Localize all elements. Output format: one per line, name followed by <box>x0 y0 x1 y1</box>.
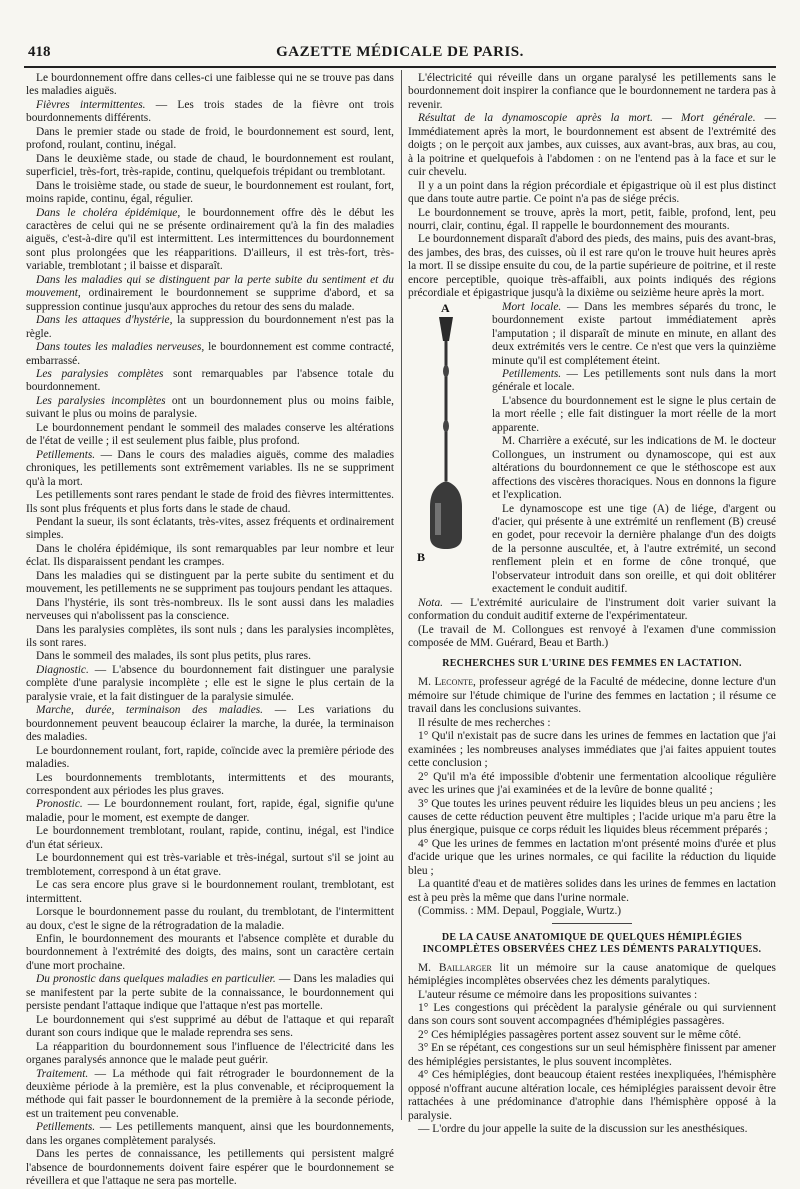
paragraph-text: 4° Que les urines de femmes en lactation m'ont présenté moins d'urée et plus d'acide urique que les urines normales, ce qui facilite la réduction du liquide bleu ; <box>408 837 776 877</box>
paragraph <box>26 650 394 663</box>
paragraph <box>26 368 394 395</box>
author-name: M. Leconte <box>418 676 473 689</box>
paragraph <box>26 180 394 207</box>
paragraph-heading: Petillements. <box>36 448 96 461</box>
page-header <box>28 44 772 66</box>
author-name: M. Baillarger <box>418 961 492 974</box>
left-column <box>26 72 394 1189</box>
paragraph <box>26 597 394 624</box>
paragraph-text: M. Charrière a exécuté, sur les indications de M. le docteur Collongues, un instrument ou dynamoscope, qui est aux altérations du bourdonnement ce que le stéthoscope est aux affections des viscères thoraciques. Nous en donnons la figure et l'explication. <box>492 435 776 502</box>
paragraph-text: — L'extrémité auriculaire de l'instrument doit varier suivant la conformation du conduit auditif externe de l'expérimentateur. <box>408 596 776 623</box>
paragraph <box>26 516 394 543</box>
paragraph <box>492 368 776 395</box>
paragraph-text: 2° Qu'il m'a été impossible d'obtenir une fermentation alcoolique régulière avec les urines que j'ai examinées et de la levûre de bonne qualité ; <box>408 770 776 797</box>
paragraph-text: Le bourdonnement disparaît d'abord des pieds, des mains, puis des avant-bras, des jambes, des bras, des cuisses, où il est rare qu'on le trouve huit heures après la mort. Il se dissipe ensuite du cou, de la partie supérieure de poitrine, et il reste encore perceptible, quoique très-affaibli, aux points indiqués des régions précordiale et épigastrique jusqu'à la dixième ou seizième heure après la mort. <box>408 233 776 300</box>
paragraph <box>408 771 776 798</box>
paragraph-text: Le bourdonnement qui est très-variable et très-inégal, surtout s'il se joint au tremblotement, correspond à un état grave. <box>26 852 394 878</box>
section-hemiplegies-body <box>408 962 776 1137</box>
paragraph <box>26 1041 394 1068</box>
paragraph <box>26 624 394 651</box>
paragraph <box>26 207 394 274</box>
paragraph <box>408 905 776 918</box>
paragraph-text: Le bourdonnement qui s'est supprimé au début de l'attaque et qui reparaît durant son cours indique que le malade reprendra ses sens. <box>26 1013 394 1040</box>
paragraph <box>26 825 394 852</box>
cup-highlight <box>435 503 441 535</box>
paragraph <box>492 301 776 368</box>
paragraph-heading: Petillements. <box>502 367 562 380</box>
paragraph-text: Les petillements sont rares pendant le stade de froid des fièvres intermittentes. Ils sont plus fréquents et plus forts dans le stade de chaud. <box>26 489 394 515</box>
paragraph-heading: Marche, durée, terminaison des maladies. <box>36 704 264 717</box>
paragraph-text: Le bourdonnement roulant, fort, rapide, coïncide avec la première période des maladies. <box>26 744 394 771</box>
paragraph-heading: Résultat de la dynamoscopie après la mort. — Mort générale. <box>418 112 756 125</box>
paragraph-text: — L'ordre du jour appelle la suite de la discussion sur les anesthésiques. <box>418 1123 748 1136</box>
paragraph <box>408 1123 776 1136</box>
paragraph <box>408 180 776 207</box>
figure-block <box>408 301 776 597</box>
paragraph <box>408 207 776 234</box>
figure-side-text <box>488 301 776 597</box>
paragraph-text: Dans le deuxième stade, ou stade de chaud, le bourdonnement est roulant, superficiel, très-fort, très-rapide, continu, quelquefois trépidant ou tremblotant. <box>26 152 394 179</box>
paragraph-text: Dans l'hystérie, ils sont très-nombreux. Ils le sont aussi dans les maladies nerveuses qui n'abolissent pas la conscience. <box>26 596 394 623</box>
figure-label-b: B <box>417 549 426 563</box>
paragraph-text: — Dans le cours des maladies aiguës, comme des maladies chroniques, les petillements sont extrêmement variables. Ils ne se suppriment qu'à la mort. <box>26 448 394 488</box>
paragraph <box>492 395 776 435</box>
paragraph <box>408 597 776 624</box>
paragraph-text: La quantité d'eau et de matières solides dans les urines de femmes en lactation est à peu près la même que dans l'urine normale. <box>408 878 776 904</box>
paragraph <box>408 624 776 651</box>
paragraph-text: Le cas sera encore plus grave si le bourdonnement roulant, tremblotant, est intermittent. <box>26 879 394 905</box>
paragraph <box>408 1069 776 1123</box>
paragraph-text: Le bourdonnement tremblotant, roulant, rapide, continu, inégal, est l'indice d'un état sérieux. <box>26 825 394 851</box>
paragraph <box>26 395 394 422</box>
paragraph-text: 3° En se répétant, ces congestions sur un seul hémisphère finissent par amener des hémiplégies persistantes, le plus souvent incomplètes. <box>408 1042 776 1068</box>
paragraph-text: Le bourdonnement pendant le sommeil des malades conserve les altérations de l'état de veille ; il est seulement plus faible, plus profond. <box>26 421 394 448</box>
figure-label-a: A <box>441 300 450 315</box>
paragraph-heading: Traitement. <box>36 1067 89 1080</box>
paragraph-text: — Les variations du bourdonnement peuvent beaucoup éclairer la marche, la durée, la terminaison des maladies. <box>26 704 394 744</box>
paragraph <box>492 435 776 502</box>
paragraph <box>26 852 394 879</box>
paragraph-heading: Les paralysies incomplètes <box>36 394 166 407</box>
paragraph <box>26 449 394 489</box>
paragraph-heading: Diagnostic. <box>36 663 89 676</box>
paragraph-text: Dans le premier stade ou stade de froid, le bourdonnement est sourd, lent, profond, roulant, continu, inégal. <box>26 125 394 152</box>
paragraph <box>408 112 776 179</box>
section-separator <box>552 923 632 924</box>
paragraph <box>26 664 394 704</box>
paragraph-text: Dans les maladies qui se distinguent par la perte subite du sentiment et du mouvement, les petillements ne se suppriment pas toujours pendant les attaques. <box>26 569 394 596</box>
paragraph-text: Dans le choléra épidémique, ils sont remarquables par leur nombre et leur éclat. Ils disparaissent pendant les crampes. <box>26 542 394 569</box>
paragraph <box>26 72 394 99</box>
paragraph <box>408 798 776 838</box>
section-urine-body <box>408 676 776 918</box>
dynamoscope-illustration <box>408 301 488 563</box>
paragraph <box>408 717 776 730</box>
journal-title: GAZETTE MÉDICALE DE PARIS. <box>276 44 524 60</box>
paragraph <box>26 798 394 825</box>
paragraph-text: Il y a un point dans la région précordiale et épigastrique où il est plus distinct que dans toute autre partie. Ce point n'a pas de siége précis. <box>408 179 776 206</box>
paragraph-heading: Nota. <box>418 596 444 609</box>
paragraph-text: Dans le sommeil des malades, ils sont plus petits, plus rares. <box>36 650 311 663</box>
paragraph-text: lit un mémoire sur la cause anatomique de quelques hémiplégies incomplètes observées chez les déments paralytiques. <box>408 961 776 988</box>
stem-knot-upper <box>443 365 449 377</box>
paragraph-text: sont remarquables par l'absence totale du bourdonnement. <box>26 367 394 394</box>
paragraph-text: Le dynamoscope est une tige (A) de liége, d'argent ou d'acier, qui présente à une extrémité un renflement (B) creusé en godet, pour recevoir la dernière phalange d'un des doigts de la personne auscultée, et, à l'autre extrémité, un second renflement plein et en forme de cône tronqué, que l'observateur introduit dans son oreille, et qui doit oblitérer exactement le conduit auditif. <box>492 502 776 596</box>
paragraph-text: — L'absence du bourdonnement fait distinguer une paralysie complète d'une paralysie incomplète ; elle est le signe le plus certain de la paralysie vraie, et la fait distinguer de la paralysie simulée. <box>26 663 394 703</box>
paragraph-heading: Petillements. <box>36 1121 96 1134</box>
paragraph <box>26 341 394 368</box>
paragraph-text: Lorsque le bourdonnement passe du roulant, du tremblotant, de l'intermittent au doux, c'est le signe de la rétrogradation de la maladie. <box>26 906 394 932</box>
paragraph-text: — Les petillements sont nuls dans la mort générale et locale. <box>492 367 776 394</box>
paragraph-heading: Pronostic. <box>36 798 83 811</box>
paragraph-text: Dans les pertes de connaissance, les petillements qui persistent malgré l'absence de bourdonnements doivent faire espérer que le bourdonnement se réveillera et que l'attaque ne sera pas mortelle. <box>26 1148 394 1188</box>
paragraph-heading: Dans les maladies qui se distinguent par la perte subite du sentiment et du mouvement, <box>26 273 394 300</box>
paragraph <box>26 570 394 597</box>
paragraph-text: L'auteur résume ce mémoire dans les propositions suivantes : <box>418 988 698 1001</box>
paragraph-text: Les bourdonnements tremblotants, intermittents et des mourants, correspondent aux périodes les plus graves. <box>26 771 394 798</box>
paragraph <box>408 233 776 300</box>
paragraph-text: (Le travail de M. Collongues est renvoyé à l'examen d'une commission composée de MM. Guérard, Beau et Barth.) <box>408 623 776 650</box>
paragraph <box>26 274 394 314</box>
paragraph-text: ont un bourdonnement plus ou moins faible, suivant le plus ou moins de paralysie. <box>26 394 394 421</box>
paragraph <box>26 543 394 570</box>
paragraph <box>26 772 394 799</box>
paragraph-text: Pendant la sueur, ils sont éclatants, très-vites, assez fréquents et ordinairement simples. <box>26 515 394 542</box>
dynamoscope-figure <box>408 301 488 563</box>
paragraph-heading: Du pronostic dans quelques maladies en particulier. <box>36 973 276 986</box>
paragraph-text: — Dans les maladies qui se manifestent par la perte subite de la connaissance, le bourdonnement qui persiste pendant l'attaque indique que l'attaque n'est pas mortelle. <box>26 973 395 1013</box>
section-heading-urine: RECHERCHES SUR L'URINE DES FEMMES EN LACTATION. <box>442 658 742 670</box>
paragraph <box>26 1068 394 1122</box>
paragraph-text: (Commiss. : MM. Depaul, Poggiale, Wurtz.) <box>418 905 622 918</box>
paragraph-text: — Les petillements manquent, ainsi que les bourdonnements, dans les organes complètement paralysés. <box>26 1121 394 1147</box>
paragraph <box>26 1148 394 1188</box>
paragraph-text: — Immédiatement après la mort, le bourdonnement est absent de l'extrémité des doigts ; on le perçoit aux jambes, aux cuisses, aux avant-bras, aux bras, au cou, à la poitrine et quelquefois à l'abdomen : on ne l'entend pas à la face et sur le cuir chevelu. <box>408 112 776 179</box>
paragraph <box>408 989 776 1002</box>
ear-cone <box>439 317 453 341</box>
paragraph-heading: Fièvres intermittentes. <box>36 98 146 111</box>
paragraph <box>26 933 394 973</box>
paragraph-text: la suppression du bourdonnement n'est pas la règle. <box>26 314 394 340</box>
paragraph-text: , professeur agrégé de la Faculté de médecine, donne lecture d'un mémoire sur l'étude chimique de l'urine des femmes en lactation ; il résume ce travail dans les conclusions suivantes. <box>408 676 776 716</box>
paragraph <box>408 730 776 770</box>
paragraph-text: La réapparition du bourdonnement sous l'influence de l'électricité dans les organes paralysés annonce que le malade peut guérir. <box>26 1040 394 1067</box>
paragraph <box>408 676 776 716</box>
paragraph-text: le bourdonnement offre dès le début les caractères de celui qui ne se présente ordinairement qu'à la fin des maladies aiguës, c'est-à-dire qu'il est intermittent. Les intermittences du bourdonnement sont plus prolongées que les réapparitions. D'ailleurs, il est très-fort, très-variable, tremblotant ; il baisse et disparaît. <box>26 206 394 273</box>
paragraph-text: — Les trois stades de la fièvre ont trois bourdonnements différents. <box>26 98 394 125</box>
paragraph-text: — Le bourdonnement roulant, fort, rapide, égal, signifie qu'une maladie, pour le moment, est exempte de danger. <box>26 798 394 824</box>
paragraph <box>26 745 394 772</box>
paragraph <box>26 879 394 906</box>
column-divider <box>401 70 402 1120</box>
paragraph-heading: Dans les attaques d'hystérie, <box>36 314 173 327</box>
paragraph-text: 2° Ces hémiplégies passagères portent assez souvent sur le même côté. <box>418 1028 742 1041</box>
paragraph-text: 1° Qu'il n'existait pas de sucre dans les urines de femmes en lactation que j'ai examinées ; les nombreuses analyses immédiates que j'ai faites appuient toutes cette conclusion ; <box>408 730 776 770</box>
paragraph-heading: Mort locale. <box>502 300 562 313</box>
paragraph <box>26 1014 394 1041</box>
paragraph-text: L'électricité qui réveille dans un organe paralysé les petillements sans le bourdonnement doit inspirer la confiance que le bourdonnement ne tardera pas à revenir. <box>408 72 776 111</box>
paragraph-text: le bourdonnement est comme contracté, embarrassé. <box>26 341 394 367</box>
right-bottom-paragraphs <box>408 597 776 651</box>
paragraph-text: ordinairement le bourdonnement se supprime d'abord, et sa suppression continue jusqu'aux approches du retour des sens du malade. <box>26 287 394 313</box>
paragraph-text: Dans les paralysies complètes, ils sont nuls ; dans les paralysies incomplètes, ils sont rares. <box>26 623 394 650</box>
header-rule <box>24 66 776 68</box>
paragraph-text: 1° Les congestions qui précèdent la paralysie générale ou qui surviennent dans son cours sont souvent accompagnées d'hémiplégies passagères. <box>408 1002 776 1028</box>
page-number: 418 <box>28 44 51 60</box>
paragraph <box>408 1029 776 1042</box>
paragraph <box>26 489 394 516</box>
paragraph <box>26 126 394 153</box>
paragraph <box>408 72 776 112</box>
paragraph <box>408 838 776 878</box>
paragraph <box>26 314 394 341</box>
paragraph-text: — Dans les membres séparés du tronc, le bourdonnement existe partout immédiatement après l'amputation ; il disparaît de minute en minute, en allant des deux extrémités vers le centre. Ce n'est que vers la quinzième minute qu'il est complétement éteint. <box>492 300 776 367</box>
paragraph <box>26 973 394 1013</box>
paragraph-text: L'absence du bourdonnement est le signe le plus certain de la mort réelle ; elle fait distinguer la mort réelle de la mort apparente. <box>492 394 776 434</box>
paragraph-text: 4° Ces hémiplégies, dont beaucoup étaient restées inexpliquées, l'hémisphère opposé n'offrant aucune altération locale, ces hémiplégies paraissent devoir être rattachées à une prédominance d'atrophie dans l'hémisphère opposé à la paralysie. <box>408 1069 776 1122</box>
paragraph <box>26 422 394 449</box>
paragraph <box>26 1121 394 1148</box>
finger-cup <box>430 481 462 549</box>
paragraph-heading: Dans le choléra épidémique, <box>36 206 181 219</box>
right-column <box>408 72 776 1137</box>
paragraph <box>408 962 776 989</box>
right-top-paragraphs <box>408 72 776 301</box>
stem <box>445 341 448 481</box>
paragraph-text: Dans le troisième stade, ou stade de sueur, le bourdonnement est roulant, fort, moins rapide, continu, égal, régulier. <box>26 179 394 206</box>
paragraph <box>408 878 776 905</box>
paragraph-text: — La méthode qui fait rétrograder le bourdonnement de la deuxième période à la première, est la plus convenable, et réciproquement la méthode qui fait passer le bourdonnement de la première à la seconde période, est un traitement peu convenable. <box>26 1067 394 1120</box>
paragraph-text: Le bourdonnement offre dans celles-ci une faiblesse qui ne se trouve pas dans les maladies aiguës. <box>26 72 394 98</box>
paragraph <box>26 99 394 126</box>
paragraph <box>492 503 776 597</box>
paragraph-text: 3° Que toutes les urines peuvent réduire les liquides bleus un peu anciens ; les causes de cette réduction peuvent être multiples ; l'acide urique m'a paru être la plus énergique, puisque ce corps réduit les liquides bleus récemment préparés ; <box>408 797 776 837</box>
paragraph-heading: Dans toutes les maladies nerveuses, <box>36 341 205 354</box>
paragraph <box>26 704 394 744</box>
paragraph <box>408 1042 776 1069</box>
paragraph <box>26 153 394 180</box>
paragraph-text: Enfin, le bourdonnement des mourants et l'absence complète et durable du bourdonnement à l'extrémité des doigts, des mains, sont un caractère certain d'une mort prochaine. <box>26 933 394 972</box>
stem-knot-lower <box>443 420 449 432</box>
paragraph-heading: Les paralysies complètes <box>36 367 164 380</box>
paragraph-text: Il résulte de mes recherches : <box>418 716 551 729</box>
paragraph <box>408 1002 776 1029</box>
paragraph-text: Le bourdonnement se trouve, après la mort, petit, faible, profond, lent, peu nourri, clair, continu, égal. Il rappelle le bourdonnement des mourants. <box>408 206 776 232</box>
section-heading-hemiplegies: DE LA CAUSE ANATOMIQUE DE QUELQUES HÉMIPLÉGIES INCOMPLÈTES OBSERVÉES CHEZ LES DÉMENTS PARALYTIQUES. <box>422 931 762 955</box>
paragraph <box>26 906 394 933</box>
